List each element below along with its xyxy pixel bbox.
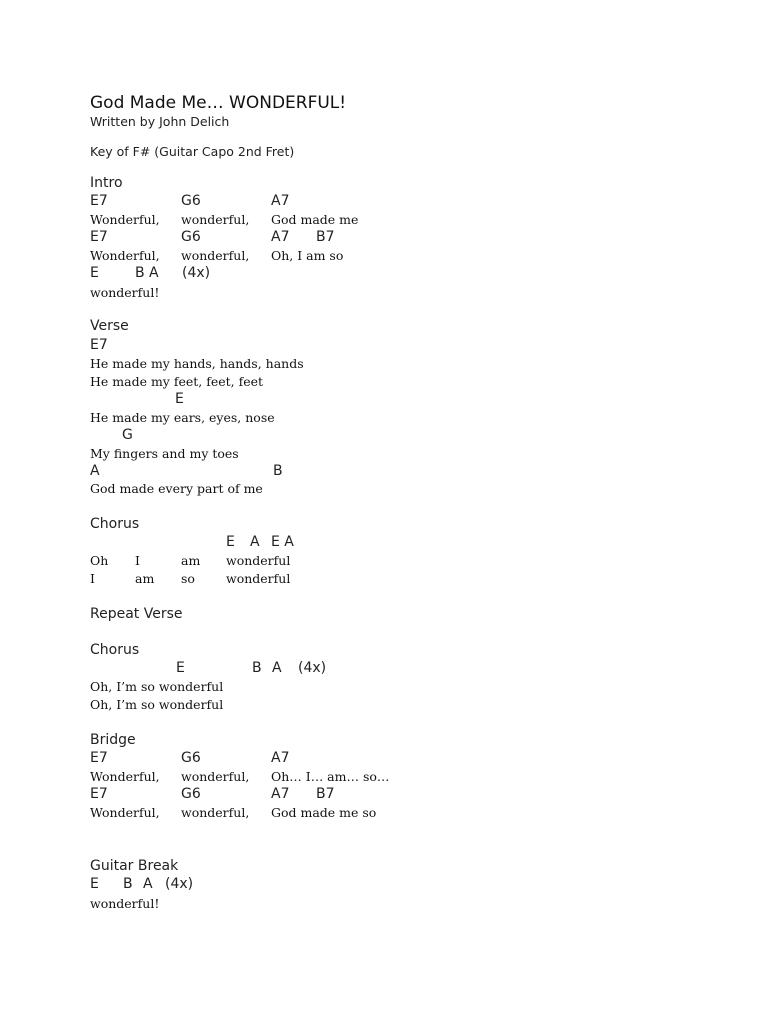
chord: B A — [135, 265, 159, 281]
lyric-word: wonderful, — [181, 805, 250, 820]
verse-lyric-line-1: He made my hands, hands, hands — [90, 356, 304, 371]
intro-heading: Intro — [90, 175, 123, 191]
chorus-2-lyric-line-2: Oh, I’m so wonderful — [90, 697, 224, 712]
chord: A7 — [271, 193, 290, 209]
chord: E — [90, 876, 99, 892]
chord: (4x) — [298, 660, 327, 676]
chord: A7 — [271, 229, 290, 245]
song-author: Written by John Delich — [90, 114, 230, 129]
song-key: Key of F# (Guitar Capo 2nd Fret) — [90, 144, 295, 159]
lyric-word: Wonderful, — [90, 769, 160, 784]
chord: E7 — [90, 193, 108, 209]
chord: B7 — [316, 229, 335, 245]
lyric-word: I — [135, 553, 140, 568]
chord: G6 — [181, 750, 201, 766]
lyric-word: am — [181, 553, 201, 568]
chord: G6 — [181, 193, 201, 209]
lyric-word: God made me so — [271, 805, 377, 820]
chord: E — [90, 265, 99, 281]
chord: (4x) — [165, 876, 194, 892]
chord: A7 — [271, 786, 290, 802]
lyric-word: wonderful, — [181, 212, 250, 227]
verse-chord-line-1: E7 — [90, 337, 108, 353]
chord: E7 — [90, 229, 108, 245]
chord: E7 — [90, 750, 108, 766]
lyric-word: wonderful — [226, 553, 291, 568]
song-title: God Made Me… WONDERFUL! — [90, 93, 347, 113]
lyric-word: Oh — [90, 553, 109, 568]
lyric-word: wonderful, — [181, 769, 250, 784]
chord: A — [272, 660, 282, 676]
guitar-break-heading: Guitar Break — [90, 858, 179, 874]
lyric-word: God made me — [271, 212, 359, 227]
lyric-word: Wonderful, — [90, 248, 160, 263]
chord: A — [250, 534, 260, 550]
chord: G6 — [181, 786, 201, 802]
verse-lyric-line-4: My fingers and my toes — [90, 446, 239, 461]
lyric-word: wonderful, — [181, 248, 250, 263]
verse-lyric-line-3: He made my ears, eyes, nose — [90, 410, 275, 425]
chord: E — [176, 660, 185, 676]
chord: B7 — [316, 786, 335, 802]
chord: A — [143, 876, 153, 892]
intro-lyric-line-3: wonderful! — [90, 285, 160, 300]
lyric-word: so — [181, 571, 195, 586]
lyric-word: Wonderful, — [90, 805, 160, 820]
verse-lyric-line-5: God made every part of me — [90, 481, 263, 496]
verse-lyric-line-2: He made my feet, feet, feet — [90, 374, 264, 389]
lyric-word: Oh… I… am… so… — [271, 769, 390, 784]
lyric-word: Oh, I am so — [271, 248, 344, 263]
chorus-heading: Chorus — [90, 516, 140, 532]
chord: E A — [271, 534, 294, 550]
chord: G6 — [181, 229, 201, 245]
chord: A7 — [271, 750, 290, 766]
chord: E — [226, 534, 235, 550]
repeat-verse-heading: Repeat Verse — [90, 606, 183, 622]
chord: B — [273, 463, 283, 479]
verse-chord-line-3: E — [175, 391, 184, 407]
chorus-2-heading: Chorus — [90, 642, 140, 658]
chord: (4x) — [182, 265, 211, 281]
chord: B — [123, 876, 133, 892]
lyric-word: wonderful — [226, 571, 291, 586]
lyric-word: Wonderful, — [90, 212, 160, 227]
chord: E7 — [90, 786, 108, 802]
chorus-2-lyric-line-1: Oh, I’m so wonderful — [90, 679, 224, 694]
lyric-word: am — [135, 571, 155, 586]
guitar-break-lyric-line: wonderful! — [90, 896, 160, 911]
bridge-heading: Bridge — [90, 732, 136, 748]
verse-chord-line-4: G — [122, 427, 133, 443]
lyric-word: I — [90, 571, 95, 586]
chord: A — [90, 463, 100, 479]
chord: B — [252, 660, 262, 676]
verse-heading: Verse — [90, 318, 129, 334]
